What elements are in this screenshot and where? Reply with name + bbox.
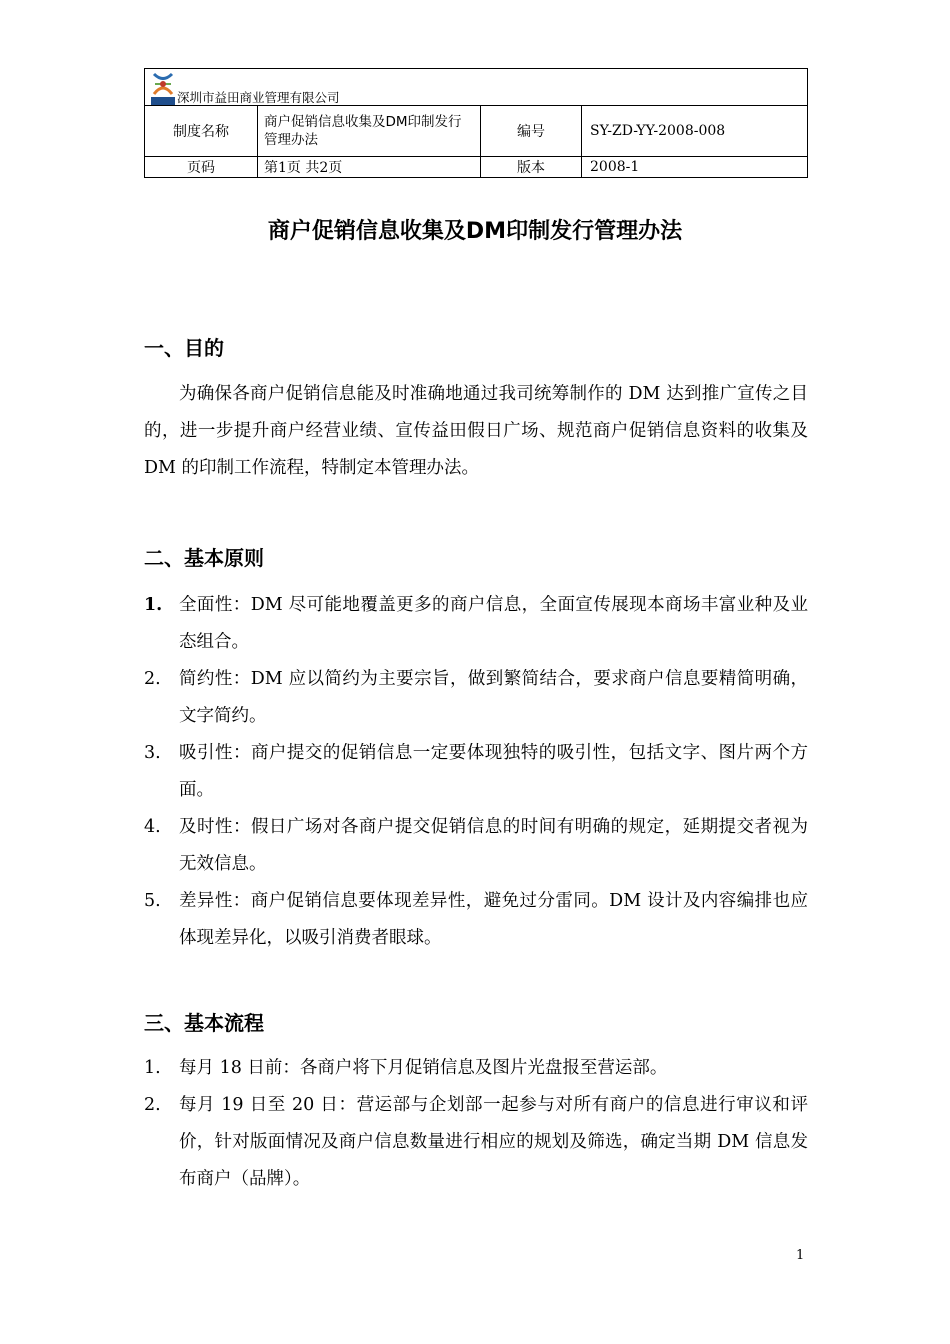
list-item: 3. 吸引性：商户提交的促销信息一定要体现独特的吸引性，包括文字、图片两个方面。: [144, 743, 808, 800]
process-list: [144, 1050, 808, 1198]
version-value: 2008-1: [582, 157, 808, 178]
list-item: 2. 每月 19 日至 20 日：营运部与企划部一起参与对所有商户的信息进行审议和评价，针对版面情况及商户信息数量进行相应的规划及筛选，确定当期 DM 信息发布商户（品牌）。: [144, 1095, 808, 1189]
page-number: 1: [796, 1248, 805, 1263]
list-item: 4. 及时性：假日广场对各商户提交促销信息的时间有明确的规定，延期提交者视为无效信息。: [144, 817, 808, 874]
document-title: 商户促销信息收集及DM印制发行管理办法: [267, 219, 683, 244]
company-cell: [145, 69, 808, 106]
company-name: 深圳市益田商业管理有限公司: [177, 90, 340, 105]
list-item: 1. 全面性：DM 尽可能地覆盖更多的商户信息，全面宣传展现本商场丰富业种及业态组合。: [144, 595, 808, 652]
section-heading-purpose: 一、目的: [144, 336, 224, 360]
list-item: 1. 每月 18 日前：各商户将下月促销信息及图片光盘报至营运部。: [144, 1058, 668, 1078]
section-heading-principles: 二、基本原则: [144, 546, 264, 570]
page-value: 第1页 共2页: [258, 157, 481, 178]
principles-list: [144, 587, 808, 957]
version-label: 版本: [481, 157, 582, 178]
company-logo-icon: [151, 71, 175, 105]
section-heading-process: 三、基本流程: [144, 1011, 264, 1035]
header-table: [144, 68, 808, 178]
purpose-paragraph: 为确保各商户促销信息能及时准确地通过我司统筹制作的 DM 达到推广宣传之目的，进一步提升商户经营业绩、宣传益田假日广场、规范商户促销信息资料的收集及 DM 的印制工作流程，特制定本管理办法。: [144, 384, 808, 478]
code-label: 编号: [481, 106, 582, 157]
code-value: SY-ZD-YY-2008-008: [582, 106, 808, 157]
name-value: 商户促销信息收集及DM印制发行管理办法: [258, 106, 481, 157]
list-item: 5. 差异性：商户促销信息要体现差异性，避免过分雷同。DM 设计及内容编排也应体现差异化，以吸引消费者眼球。: [144, 891, 808, 948]
page-label: 页码: [145, 157, 258, 178]
name-label: 制度名称: [145, 106, 258, 157]
list-item: 2. 简约性：DM 应以简约为主要宗旨，做到繁简结合，要求商户信息要精简明确，文字简约。: [144, 669, 808, 726]
